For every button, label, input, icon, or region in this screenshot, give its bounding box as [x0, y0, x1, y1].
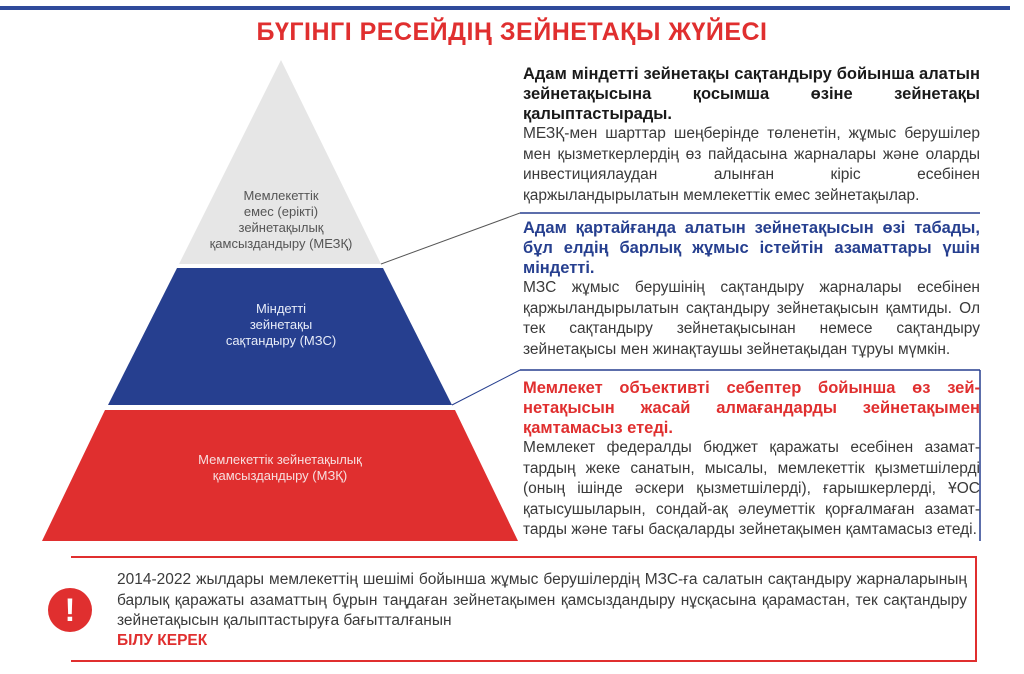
tier-label-state: Мемлекеттік зейнетақылық қамсыздандыру (МЗҚ): [198, 452, 362, 483]
info-block-mandatory: [523, 218, 980, 360]
connector-line-top: [381, 213, 520, 264]
block-heading: Адам міндетті зейнетақы сақтандыру бойынша алатын зейнетақысына қосымша өзіне зейнетақы қалыптастырады.: [523, 65, 980, 123]
block-heading: Мемлекет объективті себептер бойынша өз зей-нетақысын жасай алмағандарды зейнетақымен қамтамасыз етеді.: [523, 379, 980, 437]
connector-line-bottom: [452, 370, 520, 405]
page-title: БҮГІНГІ РЕСЕЙДІҢ ЗЕЙНЕТАҚЫ ЖҮЙЕСІ: [256, 18, 768, 46]
alert-text: 2014-2022 жылдары мемлекеттің шешімі бойынша жұмыс берушілердің МЗС-ға салатын сақтандыру жарналарының барлық қаражаты азаматтың бұрын таңдаған зейнетақымен қамсыздандыру нұсқасына қарамастан, тек сақтандыру зейнетақысын қалыптастыруға бағытталғанын: [117, 571, 967, 629]
block-body: Мемлекет федералды бюджет қаражаты есебінен азамат-тардың жеке санатын, мысалы, мемлекеттік қызметшілерді (оның ішінде әскери қызметшілерді), ғарышкерлерді, ҰОС қатысушыларын, сондай-ақ әлеуметтік қорғалмаған азамат-тарды және тағы басқаларды зейнетақымен қамтамасыз етеді.: [523, 439, 980, 538]
tier-label-voluntary: Мемлекеттік емес (ерікті) зейнетақылық қамсыздандыру (МЕЗҚ): [209, 188, 353, 251]
block-body: МЗС жұмыс берушінің сақтандыру жарналары есебінен қаржыландырылатын сақтандыру зейнетақысын қамтиды. Ол тек сақтандыру зейнетақысынан немесе сақтандыру зейнетақысы мен жинақтаушы зейнетақыдан тұруы мүмкін.: [523, 279, 980, 358]
tier-label-mandatory: Міндетті зейнетақы сақтандыру (МЗС): [225, 301, 337, 348]
block-heading: Адам қартайғанда алатын зейнетақысын өзі табады, бұл елдің барлық жұмыс істейтін азаматтары үшін міндетті.: [523, 219, 980, 277]
info-block-voluntary: [523, 64, 980, 206]
exclamation-icon: !: [48, 588, 92, 632]
block-body: МЕЗҚ-мен шарттар шеңберінде төленетін, жұмыс берушілер мен қызметкерлердің өз пайдасына жарналары және оларды инвестициялаудан алынған кіріс есебінен қаржыландырылатын мемлекеттік емес зейнетақылар.: [523, 125, 980, 204]
info-block-state: [523, 378, 980, 541]
alert-must-know: БІЛУ КЕРЕК: [117, 632, 208, 649]
